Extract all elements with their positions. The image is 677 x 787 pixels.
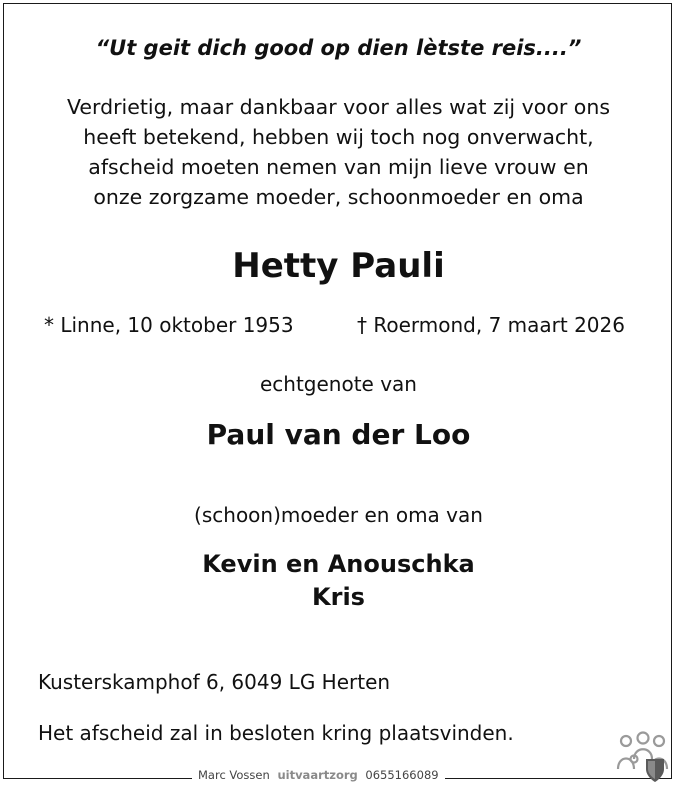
deceased-name: Hetty Pauli (232, 246, 445, 286)
undertaker-footer (192, 766, 445, 784)
undertaker-phone: 0655166089 (365, 768, 439, 782)
family-people-icon (612, 729, 674, 785)
spouse-name: Paul van der Loo (206, 418, 471, 451)
intro-text (0, 92, 677, 212)
intro-line: Verdrietig, maar dankbaar voor alles wat zij voor ons (66, 95, 611, 119)
ceremony-notice: Het afscheid zal in besloten kring plaatsvinden. (38, 721, 514, 745)
intro-line: onze zorgzame moeder, schoonmoeder en oma (93, 185, 584, 209)
address: Kusterskamphof 6, 6049 LG Herten (38, 670, 391, 694)
spouse-intro: echtgenote van (259, 372, 417, 396)
opening-quote: “Ut geit dich good op dien lètste reis....” (95, 36, 582, 60)
family-name-line: Kris (312, 583, 365, 611)
birth-info: * Linne, 10 oktober 1953 (44, 313, 294, 337)
family-intro: (schoon)moeder en oma van (194, 503, 483, 527)
death-info: † Roermond, 7 maart 2026 (357, 313, 625, 337)
intro-line: afscheid moeten nemen van mijn lieve vrouw en (88, 155, 589, 179)
family-names (0, 548, 677, 614)
undertaker-name: Marc Vossen (198, 768, 270, 782)
undertaker-brand: uitvaartzorg (277, 768, 358, 782)
family-name-line: Kevin en Anouschka (202, 550, 475, 578)
intro-line: heeft betekend, hebben wij toch nog onverwacht, (83, 125, 594, 149)
